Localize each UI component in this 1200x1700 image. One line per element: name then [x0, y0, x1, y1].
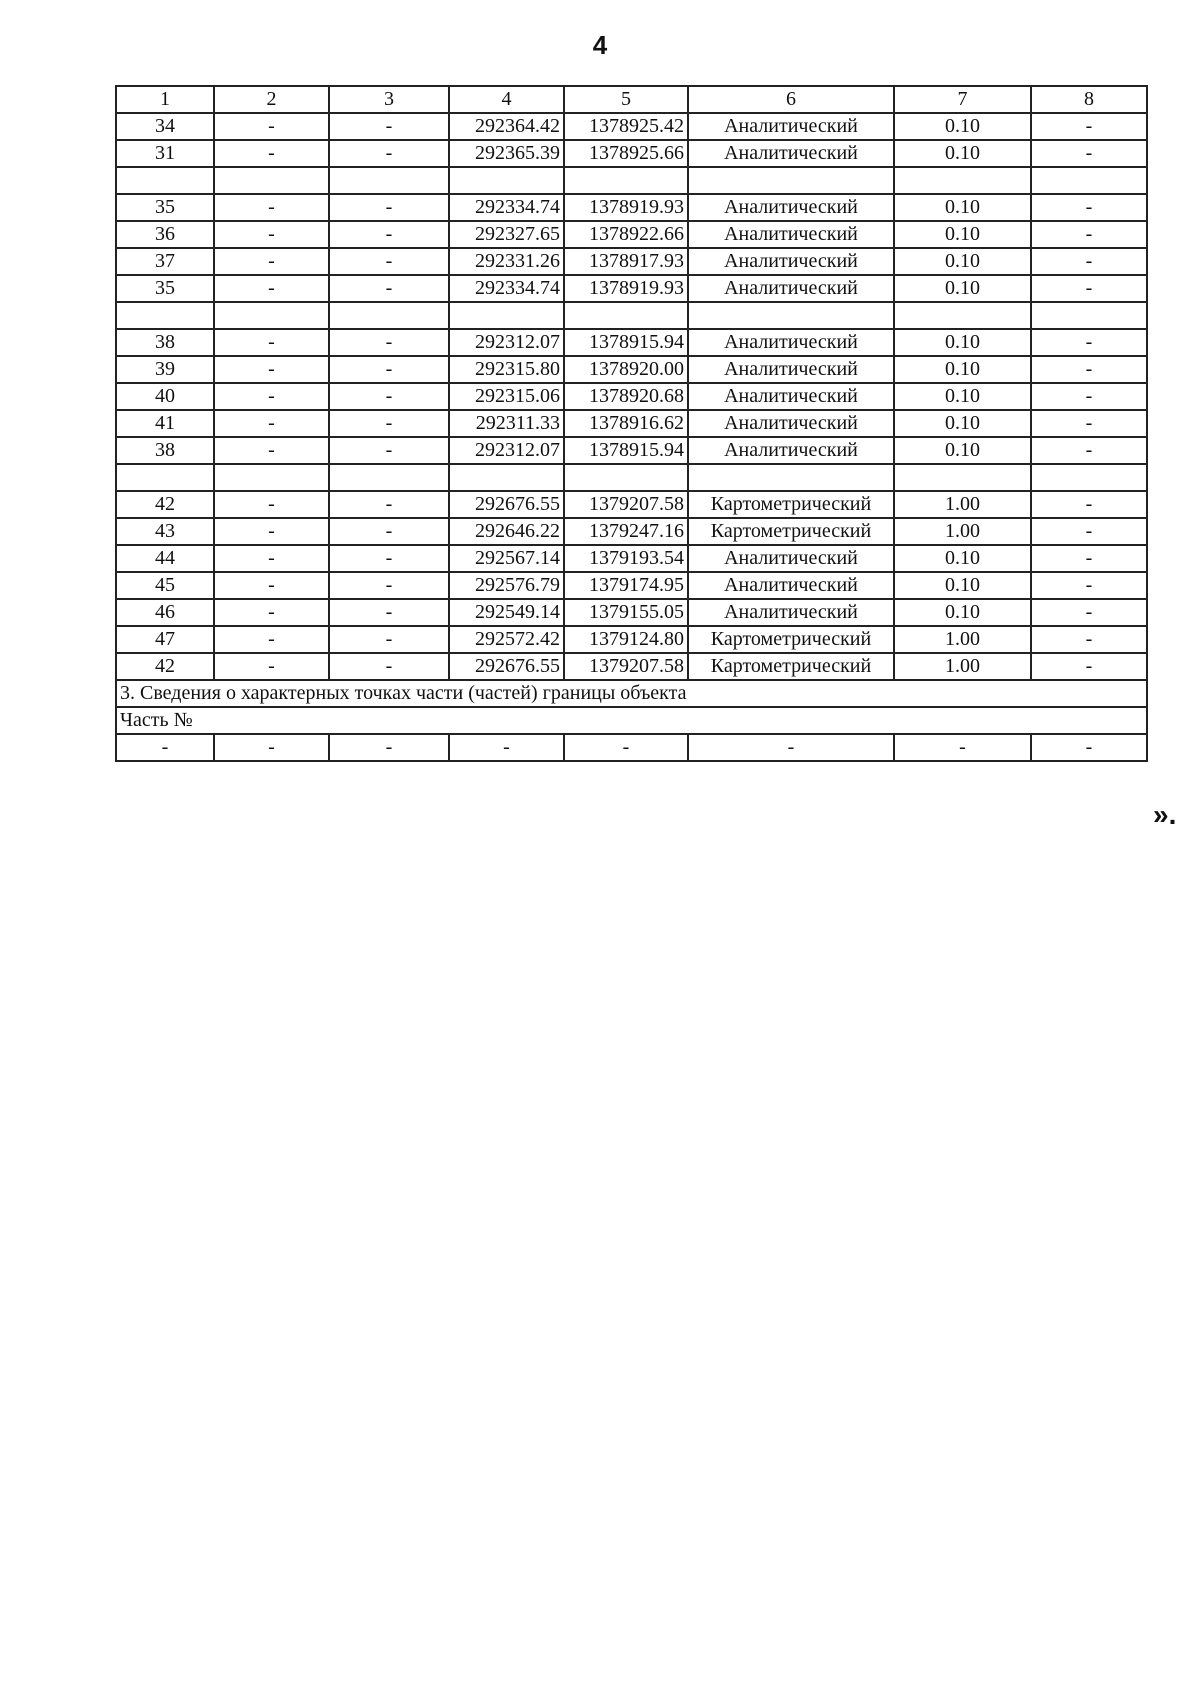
table-cell: -: [214, 734, 329, 761]
closing-quote-mark: ».: [1153, 799, 1177, 830]
column-header: 4: [449, 86, 564, 113]
table-cell: 0.10: [894, 113, 1031, 140]
table-cell: -: [214, 410, 329, 437]
table-cell: -: [1031, 653, 1147, 680]
table-cell: 292576.79: [449, 572, 564, 599]
table-cell: 34: [116, 113, 214, 140]
table-row: [116, 518, 1147, 545]
table-cell: 0.10: [894, 572, 1031, 599]
table-cell: 1.00: [894, 518, 1031, 545]
table-cell: 292311.33: [449, 410, 564, 437]
table-cell: 1378925.66: [564, 140, 688, 167]
table-row: [116, 572, 1147, 599]
table-cell: -: [214, 545, 329, 572]
table-cell: 41: [116, 410, 214, 437]
page-number: 4: [592, 30, 608, 60]
empty-cell: [894, 167, 1031, 194]
table-cell: 39: [116, 356, 214, 383]
table-cell: 0.10: [894, 194, 1031, 221]
table-cell: -: [329, 491, 449, 518]
table-cell: -: [1031, 491, 1147, 518]
table-cell: -: [214, 194, 329, 221]
column-header: 8: [1031, 86, 1147, 113]
table-cell: 292364.42: [449, 113, 564, 140]
table-cell: Аналитический: [688, 383, 894, 410]
table-row: [116, 113, 1147, 140]
empty-cell: [214, 167, 329, 194]
table-cell: -: [214, 653, 329, 680]
table-cell: 42: [116, 491, 214, 518]
empty-cell: [214, 302, 329, 329]
table-cell: -: [214, 626, 329, 653]
table-cell: Аналитический: [688, 599, 894, 626]
table-cell: Аналитический: [688, 356, 894, 383]
blank-separator-row: [116, 302, 1147, 329]
table-cell: Аналитический: [688, 410, 894, 437]
table-row: [116, 275, 1147, 302]
table-cell: Аналитический: [688, 194, 894, 221]
table-cell: 0.10: [894, 248, 1031, 275]
table-cell: 292572.42: [449, 626, 564, 653]
table-cell: 44: [116, 545, 214, 572]
table-cell: 292365.39: [449, 140, 564, 167]
table-cell: -: [329, 626, 449, 653]
table-cell: 1378920.00: [564, 356, 688, 383]
table-cell: 43: [116, 518, 214, 545]
table-cell: -: [214, 275, 329, 302]
table-cell: -: [329, 653, 449, 680]
table-cell: 1.00: [894, 491, 1031, 518]
table-cell: 47: [116, 626, 214, 653]
table-cell: -: [1031, 329, 1147, 356]
table-cell: -: [1031, 113, 1147, 140]
table-cell: 1378919.93: [564, 275, 688, 302]
table-cell: 1379155.05: [564, 599, 688, 626]
table-cell: -: [214, 383, 329, 410]
table-cell: -: [214, 356, 329, 383]
table-cell: 1378915.94: [564, 437, 688, 464]
table-cell: -: [329, 275, 449, 302]
empty-cell: [329, 464, 449, 491]
table-cell: 0.10: [894, 383, 1031, 410]
table-cell: -: [1031, 572, 1147, 599]
table-cell: -: [329, 734, 449, 761]
table-cell: -: [329, 194, 449, 221]
table-cell: Аналитический: [688, 545, 894, 572]
table-row: [116, 437, 1147, 464]
table-cell: Аналитический: [688, 113, 894, 140]
coordinates-table: [115, 85, 1148, 762]
empty-cell: [894, 302, 1031, 329]
table-cell: 292334.74: [449, 275, 564, 302]
table-cell: -: [688, 734, 894, 761]
table-cell: -: [329, 248, 449, 275]
table-cell: Аналитический: [688, 329, 894, 356]
empty-cell: [1031, 302, 1147, 329]
table-cell: -: [1031, 626, 1147, 653]
table-cell: -: [214, 572, 329, 599]
table-cell: Аналитический: [688, 140, 894, 167]
table-cell: 1379193.54: [564, 545, 688, 572]
column-header: 7: [894, 86, 1031, 113]
column-header: 1: [116, 86, 214, 113]
empty-cell: [1031, 464, 1147, 491]
table-cell: -: [329, 221, 449, 248]
table-cell: -: [1031, 383, 1147, 410]
coordinates-table-body: [116, 86, 1147, 761]
table-row: [116, 545, 1147, 572]
section-heading-row: [116, 680, 1147, 707]
table-cell: 292315.80: [449, 356, 564, 383]
section-heading: 3. Сведения о характерных точках части (частей) границы объекта: [116, 680, 1147, 707]
column-header: 6: [688, 86, 894, 113]
table-cell: -: [1031, 248, 1147, 275]
table-cell: -: [1031, 599, 1147, 626]
table-cell: 1379207.58: [564, 491, 688, 518]
table-cell: 0.10: [894, 599, 1031, 626]
table-row: [116, 194, 1147, 221]
table-cell: -: [214, 437, 329, 464]
table-cell: Аналитический: [688, 572, 894, 599]
table-row: [116, 329, 1147, 356]
table-cell: -: [329, 356, 449, 383]
table-cell: Картометрический: [688, 518, 894, 545]
table-cell: 1378920.68: [564, 383, 688, 410]
table-cell: 292315.06: [449, 383, 564, 410]
empty-cell: [116, 167, 214, 194]
table-cell: -: [1031, 356, 1147, 383]
table-cell: -: [329, 545, 449, 572]
table-cell: 35: [116, 194, 214, 221]
table-cell: 1378917.93: [564, 248, 688, 275]
table-row: [116, 734, 1147, 761]
table-cell: -: [1031, 275, 1147, 302]
table-cell: -: [214, 140, 329, 167]
empty-cell: [564, 302, 688, 329]
section-heading: Часть №: [116, 707, 1147, 734]
table-cell: 1378915.94: [564, 329, 688, 356]
table-cell: 292646.22: [449, 518, 564, 545]
table-cell: -: [329, 572, 449, 599]
table-cell: -: [329, 329, 449, 356]
table-cell: 292312.07: [449, 437, 564, 464]
table-row: [116, 410, 1147, 437]
column-header: 2: [214, 86, 329, 113]
table-cell: -: [564, 734, 688, 761]
table-cell: 1378916.62: [564, 410, 688, 437]
table-cell: 292327.65: [449, 221, 564, 248]
table-cell: 292676.55: [449, 653, 564, 680]
table-row: [116, 140, 1147, 167]
table-cell: 292312.07: [449, 329, 564, 356]
table-cell: 37: [116, 248, 214, 275]
table-row: [116, 221, 1147, 248]
column-header: 5: [564, 86, 688, 113]
table-cell: Аналитический: [688, 275, 894, 302]
table-cell: -: [214, 248, 329, 275]
table-cell: Аналитический: [688, 437, 894, 464]
empty-cell: [688, 167, 894, 194]
table-cell: Аналитический: [688, 221, 894, 248]
table-row: [116, 383, 1147, 410]
empty-cell: [894, 464, 1031, 491]
table-cell: 1378922.66: [564, 221, 688, 248]
table-cell: 0.10: [894, 437, 1031, 464]
table-cell: -: [1031, 545, 1147, 572]
table-cell: -: [1031, 734, 1147, 761]
blank-separator-row: [116, 167, 1147, 194]
table-header-row: [116, 86, 1147, 113]
empty-cell: [329, 302, 449, 329]
table-cell: -: [1031, 140, 1147, 167]
empty-cell: [116, 464, 214, 491]
table-cell: 38: [116, 329, 214, 356]
table-cell: -: [329, 410, 449, 437]
table-cell: 45: [116, 572, 214, 599]
table-cell: -: [329, 518, 449, 545]
table-cell: 292331.26: [449, 248, 564, 275]
table-cell: 292676.55: [449, 491, 564, 518]
table-cell: -: [329, 140, 449, 167]
table-cell: -: [894, 734, 1031, 761]
section-heading-row: [116, 707, 1147, 734]
table-cell: 0.10: [894, 275, 1031, 302]
table-cell: -: [214, 491, 329, 518]
empty-cell: [116, 302, 214, 329]
table-cell: 1378925.42: [564, 113, 688, 140]
empty-cell: [564, 464, 688, 491]
table-cell: -: [1031, 410, 1147, 437]
table-cell: 1.00: [894, 653, 1031, 680]
empty-cell: [449, 302, 564, 329]
table-cell: 1379207.58: [564, 653, 688, 680]
table-row: [116, 248, 1147, 275]
table-cell: Картометрический: [688, 626, 894, 653]
table-cell: 292549.14: [449, 599, 564, 626]
table-cell: Картометрический: [688, 653, 894, 680]
empty-cell: [1031, 167, 1147, 194]
table-cell: 35: [116, 275, 214, 302]
table-cell: 0.10: [894, 410, 1031, 437]
table-cell: 36: [116, 221, 214, 248]
table-cell: -: [329, 383, 449, 410]
table-cell: 0.10: [894, 221, 1031, 248]
table-cell: 1379247.16: [564, 518, 688, 545]
table-cell: -: [1031, 221, 1147, 248]
empty-cell: [329, 167, 449, 194]
table-cell: -: [449, 734, 564, 761]
table-cell: 1378919.93: [564, 194, 688, 221]
empty-cell: [688, 464, 894, 491]
table-cell: 1379174.95: [564, 572, 688, 599]
table-cell: 0.10: [894, 356, 1031, 383]
blank-separator-row: [116, 464, 1147, 491]
empty-cell: [449, 167, 564, 194]
table-cell: -: [214, 518, 329, 545]
table-cell: 46: [116, 599, 214, 626]
table-cell: Аналитический: [688, 248, 894, 275]
table-cell: 31: [116, 140, 214, 167]
empty-cell: [688, 302, 894, 329]
table-row: [116, 491, 1147, 518]
table-cell: 0.10: [894, 545, 1031, 572]
table-cell: -: [214, 221, 329, 248]
table-cell: -: [116, 734, 214, 761]
table-cell: -: [1031, 437, 1147, 464]
table-row: [116, 626, 1147, 653]
column-header: 3: [329, 86, 449, 113]
table-cell: 1379124.80: [564, 626, 688, 653]
table-cell: -: [1031, 194, 1147, 221]
table-cell: -: [214, 599, 329, 626]
table-cell: -: [329, 437, 449, 464]
empty-cell: [214, 464, 329, 491]
empty-cell: [564, 167, 688, 194]
table-row: [116, 599, 1147, 626]
table-cell: 40: [116, 383, 214, 410]
table-cell: 1.00: [894, 626, 1031, 653]
table-cell: -: [329, 113, 449, 140]
table-cell: 0.10: [894, 140, 1031, 167]
table-cell: -: [329, 599, 449, 626]
table-cell: Картометрический: [688, 491, 894, 518]
table-cell: 42: [116, 653, 214, 680]
table-cell: 38: [116, 437, 214, 464]
empty-cell: [449, 464, 564, 491]
table-cell: 292567.14: [449, 545, 564, 572]
table-row: [116, 356, 1147, 383]
table-cell: -: [214, 113, 329, 140]
table-cell: 292334.74: [449, 194, 564, 221]
table-row: [116, 653, 1147, 680]
table-cell: 0.10: [894, 329, 1031, 356]
table-cell: -: [214, 329, 329, 356]
table-cell: -: [1031, 518, 1147, 545]
